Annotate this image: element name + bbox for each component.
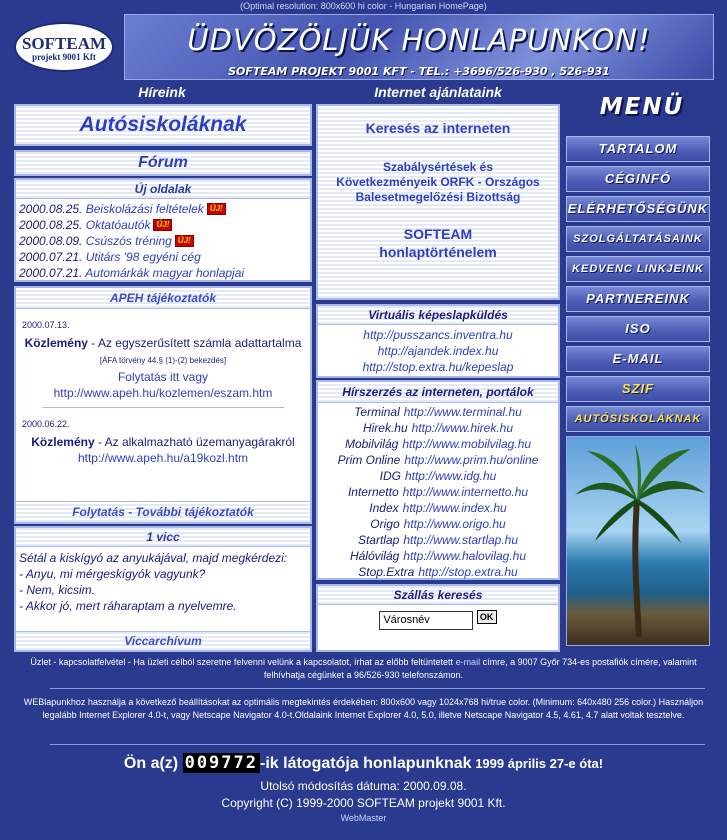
apeh-box (14, 286, 312, 524)
divider (50, 688, 705, 689)
copyright: Copyright (C) 1999-2000 SOFTEAM projekt 9001 Kft. (221, 796, 506, 810)
portal-name: Origo (370, 517, 400, 531)
softeam-logo[interactable] (14, 22, 114, 72)
list-item[interactable] (16, 201, 310, 217)
history-link[interactable]: SOFTEAM honlaptörténelem (379, 226, 497, 260)
joke-line: - Nem, kicsim. (19, 583, 95, 597)
forum-link[interactable]: Fórum (138, 154, 188, 171)
contact-text (0, 656, 727, 682)
menu-item-c-ginf-[interactable]: CÉGINFÓ (566, 166, 710, 192)
contact-text-post: címre, a 9007 Győr 734-es postafiók címére, valamint felhívhatja cégünket a 96/526-930 telefonszámon. (263, 657, 697, 680)
logo-line1: SOFTEAM (21, 34, 107, 53)
logo-line2: projekt 9001 Kft (32, 52, 96, 62)
list-item[interactable] (318, 516, 558, 532)
offers-heading: Internet ajánlataink (374, 84, 502, 100)
webmaster-link[interactable] (0, 812, 727, 824)
portals-box (316, 380, 560, 580)
apeh-item2-bold: Közlemény (31, 435, 95, 449)
portal-name: Hálóvilág (349, 549, 400, 563)
apeh-item1-desc: - Az egyszerűsített számla adattartalma (87, 336, 302, 350)
postcard-link[interactable]: http://stop.extra.hu/kepeslap (362, 360, 514, 374)
menu-item-partnereink[interactable]: PARTNEREINK (566, 286, 710, 312)
portal-name: Hirek.hu (362, 421, 408, 435)
apeh-item2-text (22, 434, 304, 450)
postcard-link[interactable]: http://pusszancs.inventra.hu (363, 328, 513, 342)
visitor-counter: 009772 (184, 753, 258, 773)
autosiskola-link[interactable]: Autósiskoláknak (79, 113, 247, 136)
new-pages-box (14, 178, 312, 282)
postcard-link[interactable]: http://ajandek.index.hu (377, 344, 499, 358)
settings-text: WEBlapunkhoz használja a következő beállításokat az optimális megtekintés érdekében: 800x600 vagy 1024x768 hi/true color. (Minimum: 640x480 256 color.) Használjon legalább Internet Explorer 4.0-t, vagy Netscape Navigator 4.0-t.Oldalaink Internet Explorer 4.0, 5.0, illetve Netscape Navigator 4.5, 4.61, 4.7 alatt voltak tesztelve. (23, 697, 704, 720)
list-item[interactable] (318, 404, 558, 420)
list-item[interactable] (16, 249, 310, 265)
menu-item-kedvenc-linkjeink[interactable]: KEDVENC LINKJEINK (566, 256, 710, 282)
apeh-item1-bold: Közlemény (24, 336, 88, 350)
news-link[interactable]: Utitárs '98 egyéni cég (85, 250, 201, 264)
modified-date: Utolsó módosítás dátuma: 2000.09.08. (260, 779, 467, 793)
joke-line: Sétál a kiskígyó az anyukájával, majd megkérdezi: (19, 551, 288, 565)
new-pages-title: Új oldalak (16, 180, 310, 199)
contact-text-pre: Üzlet - kapcsolatfelvétel - Ha üzleti célból szeretne felvenni velünk a kapcsolatot, írhat az előbb feltüntetett (30, 657, 456, 667)
news-date: 2000.08.25. (19, 202, 83, 216)
list-item[interactable] (318, 532, 558, 548)
menu-title: MENÜ (599, 94, 685, 120)
portal-link[interactable]: http://www.hirek.hu (411, 421, 514, 435)
settings-footer (0, 696, 727, 722)
new-badge: ÚJ! (207, 203, 226, 215)
list-item[interactable] (16, 233, 310, 249)
news-heading: Híreink (138, 84, 186, 100)
internet-search-link[interactable]: Keresés az interneten (365, 120, 511, 136)
menu-item-e-mail[interactable]: E-MAIL (566, 346, 710, 372)
lodging-box (316, 584, 560, 652)
joke-line: - Akkor jó, mert ráharaptam a nyelvemre. (19, 599, 237, 613)
contact-footer (0, 656, 727, 682)
news-link[interactable]: Oktatóautók (85, 218, 151, 232)
joke-title: 1 vicc (16, 528, 310, 547)
joke-line: - Anyu, mi mérgeskígyók vagyunk? (19, 567, 206, 581)
menu-item-aut-siskol-knak[interactable]: AUTÓSISKOLÁKNAK (566, 406, 710, 432)
apeh-item2-desc: - Az alkalmazható üzemanyagárakról (94, 435, 295, 449)
joke-archive-link[interactable]: Viccarchívum (16, 631, 310, 650)
joke-box (14, 526, 312, 652)
postcards-box (316, 304, 560, 378)
header-banner (124, 14, 714, 80)
news-date: 2000.07.21. (19, 250, 83, 264)
ok-button[interactable]: OK (477, 610, 497, 624)
portal-link[interactable]: http://www.index.hu (402, 501, 507, 515)
list-item[interactable] (16, 265, 310, 281)
portal-name: Prim Online (337, 453, 401, 467)
portal-link[interactable]: http://www.halovilag.hu (403, 549, 527, 563)
menu-item-szolg-ltat-saink[interactable]: SZOLGÁLTATÁSAINK (566, 226, 710, 252)
portal-name: Internetto (347, 485, 399, 499)
portals-title: Hírszerzés az interneten, portálok (318, 382, 558, 403)
list-item[interactable] (318, 484, 558, 500)
apeh-item1-text (22, 335, 304, 351)
portal-name: Terminal (354, 405, 400, 419)
apeh-item1-more[interactable]: Folytatás itt vagy (117, 370, 209, 384)
news-link[interactable]: Beiskolázási feltételek (85, 202, 204, 216)
apeh-title[interactable]: APEH tájékoztatók (16, 288, 310, 309)
list-item[interactable] (16, 217, 310, 233)
orfk-link[interactable]: Szabálysértések és Következményeik ORFK - Országos Balesetmegelőzési Bizottság (336, 160, 540, 204)
list-item[interactable] (318, 500, 558, 516)
portals-list (318, 403, 558, 580)
forum-box[interactable] (14, 150, 312, 176)
apeh-item1-date: 2000.07.13. (22, 320, 70, 330)
list-item[interactable] (318, 452, 558, 468)
menu-item-szif[interactable]: SZIF (566, 376, 710, 402)
portal-link[interactable]: http://www.idg.hu (404, 469, 497, 483)
list-item[interactable] (318, 420, 558, 436)
portal-name: IDG (379, 469, 401, 483)
apeh-item2-date: 2000.06.22. (22, 419, 70, 429)
postcards-title: Virtuális képeslapküldés (318, 306, 558, 325)
visitor-since: 1999 április 27-e óta! (471, 756, 604, 771)
apeh-item1-url[interactable]: http://www.apeh.hu/kozlemen/eszam.htm (53, 386, 273, 400)
list-item[interactable] (318, 548, 558, 564)
menu-item-iso[interactable]: ISO (566, 316, 710, 342)
apeh-item1-small: [ÁFA törvény 44.§ (1)-(2) bekezdés] (99, 356, 227, 365)
news-link[interactable]: Automárkák magyar honlapjai (85, 266, 245, 280)
city-input[interactable] (379, 611, 473, 630)
news-date: 2000.08.25. (19, 218, 83, 232)
visitor-line (0, 752, 727, 776)
apeh-divider (42, 407, 284, 408)
visitor-pre: Ön a(z) (123, 755, 183, 772)
new-badge: ÚJ! (153, 219, 172, 231)
offers-box (316, 104, 560, 300)
visitor-post: -ik látogatója honlapunknak (260, 755, 472, 772)
menu-item-tartalom[interactable]: TARTALOM (566, 136, 710, 162)
autosiskola-box[interactable] (14, 104, 312, 146)
portal-name: Index (369, 501, 399, 515)
portal-link[interactable]: http://www.mobilvilag.hu (402, 437, 532, 451)
webmaster-link-text[interactable]: WebMaster (340, 813, 387, 823)
portal-name: Mobilvilág (344, 437, 399, 451)
banner-subtitle: SOFTEAM PROJEKT 9001 KFT - TEL.: +3696/526-930 , 526-931 (228, 65, 610, 78)
new-badge: ÚJ! (175, 235, 194, 247)
divider (50, 744, 705, 745)
portal-link[interactable]: http://stop.extra.hu (418, 565, 518, 579)
list-item[interactable] (318, 564, 558, 580)
news-link[interactable]: Csúszós tréning (85, 234, 172, 248)
optimal-resolution-note: (Optimal resolution: 800x600 hi color - Hungarian HomePage) (240, 1, 487, 11)
list-item[interactable] (318, 468, 558, 484)
list-item[interactable] (318, 436, 558, 452)
menu-item-el-rhet-s-g-nk[interactable]: ELÉRHETŐSÉGÜNK (566, 196, 710, 222)
portal-link[interactable]: http://www.internetto.hu (402, 485, 529, 499)
palm-tree-icon (567, 437, 710, 646)
apeh-more-link[interactable]: Folytatás - További tájékoztatók (16, 501, 310, 522)
portal-link[interactable]: http://www.startlap.hu (403, 533, 519, 547)
news-date: 2000.07.21. (19, 266, 83, 280)
lodging-title: Szállás keresés (318, 586, 558, 605)
email-link[interactable]: e-mail (455, 657, 481, 667)
news-date: 2000.08.09. (19, 234, 83, 248)
joke-text (16, 547, 310, 614)
portal-link[interactable]: http://www.origo.hu (403, 517, 506, 531)
portal-link[interactable]: http://www.terminal.hu (403, 405, 522, 419)
palm-beach-image (566, 436, 710, 646)
portal-link[interactable]: http://www.prim.hu/online (404, 453, 539, 467)
apeh-item2-url[interactable]: http://www.apeh.hu/a19kozl.htm (77, 451, 249, 465)
portal-name: Stop.Extra (358, 565, 415, 579)
portal-name: Startlap (357, 533, 400, 547)
banner-title: ÜDVÖZÖLJÜK HONLAPUNKON! (187, 23, 651, 57)
